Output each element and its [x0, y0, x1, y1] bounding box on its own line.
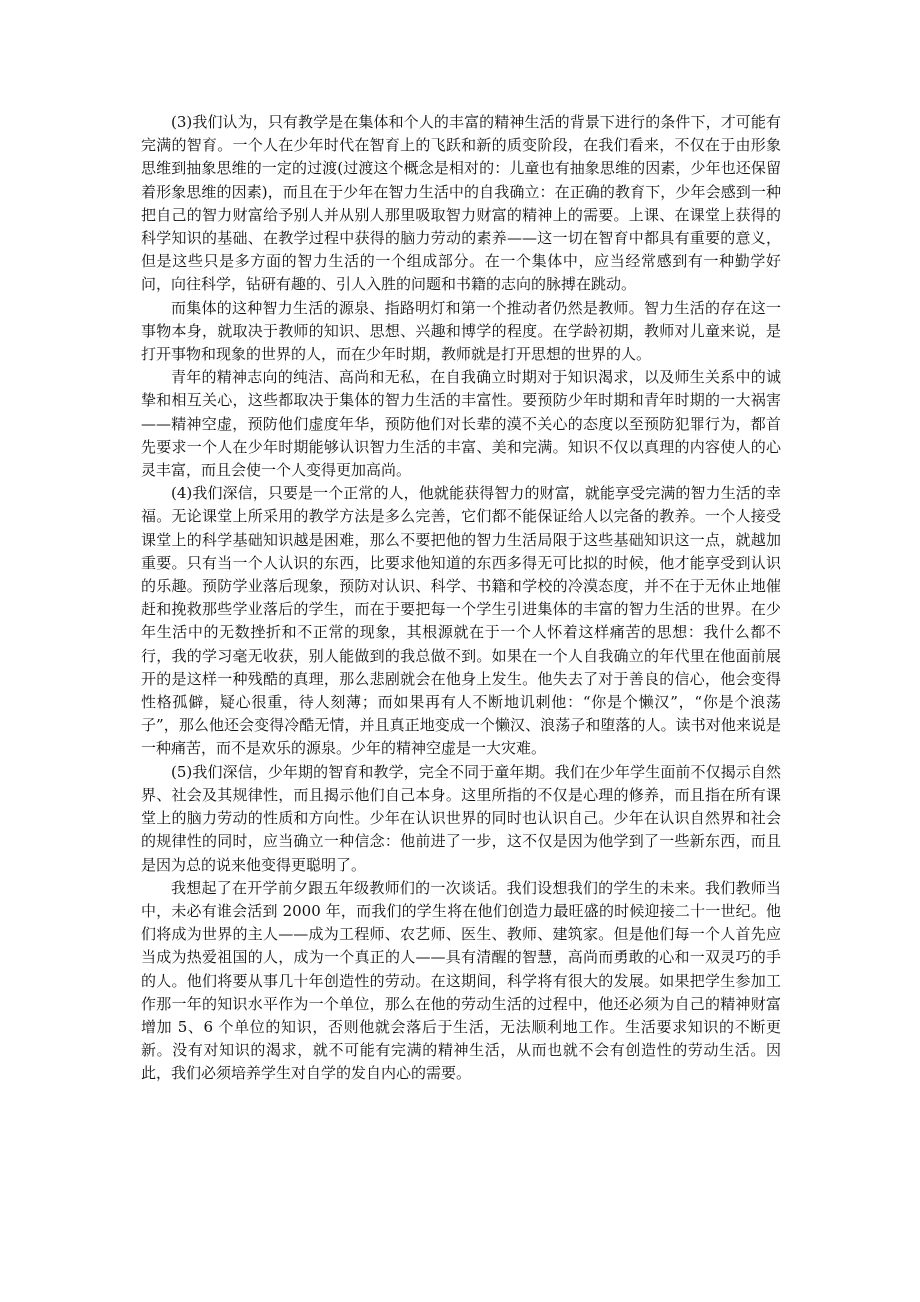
paragraph-2: 而集体的这种智力生活的源泉、指路明灯和第一个推动者仍然是教师。智力生活的存在这一事物本身，就取决于教师的知识、思想、兴趣和博学的程度。在学龄初期，教师对儿童来说，是打开事物和现象的世界的人，而在少年时期，教师就是打开思想的世界的人。: [141, 298, 781, 364]
paragraph-5: (5)我们深信，少年期的智育和教学，完全不同于童年期。我们在少年学生面前不仅揭示自然界、社会及其规律性，而且揭示他们自己本身。这里所指的不仅是心理的修养，而且指在所有课堂上的脑力劳动的性质和方向性。少年在认识世界的同时也认识自己。少年在认识自然界和社会的规律性的同时，应当确立一种信念：他前进了一步，这不仅是因为他学到了一些新东西，而且是因为总的说来他变得更聪明了。: [141, 762, 781, 874]
document-body: [141, 111, 781, 1086]
paragraph-4: (4)我们深信，只要是一个正常的人，他就能获得智力的财富，就能享受完满的智力生活的幸福。无论课堂上所采用的教学方法是多么完善，它们都不能保证给人以完备的教养。一个人接受课堂上的科学基础知识越是困难，那么不要把他的智力生活局限于这些基础知识这一点，就越加重要。只有当一个人认识的东西，比要求他知道的东西多得无可比拟的时候，他才能享受到认识的乐趣。预防学业落后现象，预防对认识、科学、书籍和学校的冷漠态度，并不在于无休止地催赶和挽救那些学业落后的学生，而在于要把每一个学生引进集体的丰富的智力生活的世界。在少年生活中的无数挫折和不正常的现象，其根源就在于一个人怀着这样痛苦的思想：我什么都不行，我的学习毫无收获，别人能做到的我总做不到。如果在一个人自我确立的年代里在他面前展开的是这样一种残酷的真理，那么悲剧就会在他身上发生。他失去了对于善良的信心，他会变得性格孤僻，疑心很重，待人刻薄；而如果再有人不断地讥刺他：“你是个懒汉”，“你是个浪荡子”，那么他还会变得冷酷无情，并且真正地变成一个懒汉、浪荡子和堕落的人。读书对他来说是一种痛苦，而不是欢乐的源泉。少年的精神空虚是一大灾难。: [141, 484, 781, 758]
paragraph-1: (3)我们认为，只有教学是在集体和个人的丰富的精神生活的背景下进行的条件下，才可能有完满的智育。一个人在少年时代在智育上的飞跃和新的质变阶段，在我们看来，不仅在于由形象思维到抽象思维的一定的过渡(过渡这个概念是相对的：儿童也有抽象思维的因素，少年也还保留着形象思维的因素)，而且在于少年在智力生活中的自我确立：在正确的教育下，少年会感到一种把自己的智力财富给予别人并从别人那里吸取智力财富的精神上的需要。上课、在课堂上获得的科学知识的基础、在教学过程中获得的脑力劳动的素养——这一切在智育中都具有重要的意义，但是这些只是多方面的智力生活的一个组成部分。在一个集体中，应当经常感到有一种勤学好问，向往科学，钻研有趣的、引人入胜的问题和书籍的志向的脉搏在跳动。: [141, 113, 781, 294]
paragraph-3: 青年的精神志向的纯洁、高尚和无私，在自我确立时期对于知识渴求，以及师生关系中的诚挚和相互关心，这些都取决于集体的智力生活的丰富性。要预防少年时期和青年时期的一大祸害——精神空虚，预防他们虚度年华，预防他们对长辈的漠不关心的态度以至预防犯罪行为，都首先要求一个人在少年时期能够认识智力生活的丰富、美和完满。知识不仅以真理的内容使人的心灵丰富，而且会使一个人变得更加高尚。: [141, 368, 781, 480]
paragraph-6: 我想起了在开学前夕跟五年级教师们的一次谈话。我们设想我们的学生的未来。我们教师当中，未必有谁会活到 2000 年，而我们的学生将在他们创造力最旺盛的时候迎接二十一世纪。他们将成为世界的主人——成为工程师、农艺师、医生、教师、建筑家。但是他们每一个人首先应当成为热爱祖国的人，成为一个真正的人——具有清醒的智慧，高尚而勇敢的心和一双灵巧的手的人。他们将要从事几十年创造性的劳动。在这期间，科学将有很大的发展。如果把学生参加工作那一年的知识水平作为一个单位，那么在他的劳动生活的过程中，他还必须为自己的精神财富增加 5、6 个单位的知识，否则他就会落后于生活，无法顺利地工作。生活要求知识的不断更新。没有对知识的渴求，就不可能有完满的精神生活，从而也就不会有创造性的劳动生活。因此，我们必须培养学生对自学的发自内心的需要。: [141, 878, 781, 1083]
